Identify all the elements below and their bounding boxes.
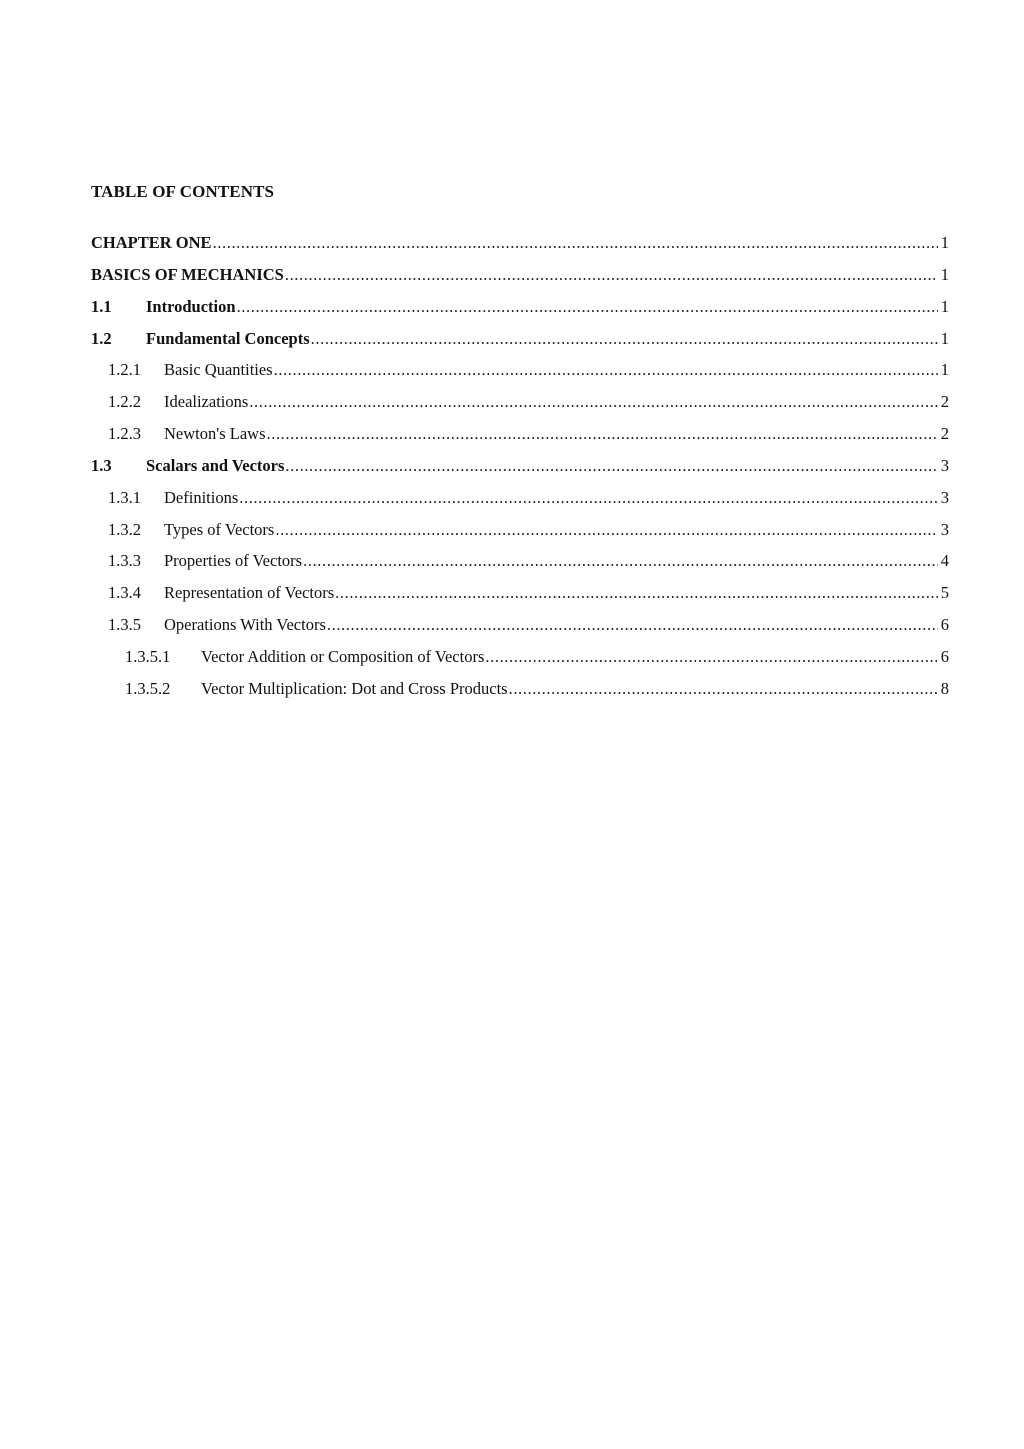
toc-dot-leader xyxy=(213,233,938,253)
toc-entry[interactable] xyxy=(91,424,949,456)
toc-entry-number: 1.2.2 xyxy=(108,392,141,412)
toc-entry-page-number: 3 xyxy=(940,519,949,539)
toc-entry-page-number: 5 xyxy=(940,583,949,603)
toc-entry-label: Basic Quantities xyxy=(164,360,273,380)
toc-entry-page-number: 1 xyxy=(940,328,949,348)
toc-entry[interactable] xyxy=(91,456,949,488)
toc-entry-label: Representation of Vectors xyxy=(164,583,335,603)
toc-dot-leader xyxy=(249,392,937,412)
toc-entry-number: 1.3.1 xyxy=(108,487,141,507)
toc-entry-number: 1.3.5.2 xyxy=(125,678,171,698)
toc-dot-leader xyxy=(267,424,938,444)
toc-title: TABLE OF CONTENTS xyxy=(91,182,275,201)
toc-dot-leader xyxy=(239,488,938,508)
toc-dot-leader xyxy=(275,520,937,540)
toc-entry-number: 1.3.2 xyxy=(108,519,141,539)
toc-entry[interactable] xyxy=(91,297,949,329)
toc-entry-number: 1.3 xyxy=(91,455,112,475)
toc-entry[interactable] xyxy=(91,647,949,679)
toc-entry-label: Operations With Vectors xyxy=(164,615,326,635)
toc-entry-number: 1.1 xyxy=(91,296,112,316)
toc-entry-page-number: 1 xyxy=(940,360,949,380)
toc-entry-label: BASICS OF MECHANICS xyxy=(91,264,284,284)
toc-entry-page-number: 3 xyxy=(940,487,949,507)
toc-dot-leader xyxy=(303,551,938,571)
toc-entry-label: CHAPTER ONE xyxy=(91,233,212,252)
toc-dot-leader xyxy=(485,647,937,667)
toc-entry-number: 1.3.4 xyxy=(108,583,141,603)
toc-entry-label: Properties of Vectors xyxy=(164,551,303,571)
toc-entry-page-number: 1 xyxy=(940,296,949,316)
toc-entry-number: 1.3.5 xyxy=(108,615,141,635)
toc-list xyxy=(91,233,949,711)
toc-entry-page-number: 3 xyxy=(940,455,949,475)
toc-entry[interactable] xyxy=(91,583,949,615)
toc-entry[interactable] xyxy=(91,265,949,297)
toc-dot-leader xyxy=(237,297,938,317)
toc-entry-page-number: 6 xyxy=(940,615,949,635)
toc-entry-label: Vector Addition or Composition of Vectors xyxy=(201,646,485,666)
toc-entry-label: Introduction xyxy=(146,296,236,316)
toc-entry[interactable] xyxy=(91,392,949,424)
toc-entry-number: 1.3.5.1 xyxy=(125,646,171,666)
toc-entry[interactable] xyxy=(91,233,949,265)
toc-entry-page-number: 1 xyxy=(940,264,949,284)
toc-dot-leader xyxy=(285,456,937,476)
toc-entry-number: 1.3.3 xyxy=(108,551,141,571)
toc-entry[interactable] xyxy=(91,615,949,647)
toc-entry-page-number: 4 xyxy=(940,551,949,571)
toc-dot-leader xyxy=(274,360,938,380)
toc-entry-number: 1.2.1 xyxy=(108,360,141,380)
toc-entry-page-number: 2 xyxy=(940,392,949,412)
toc-dot-leader xyxy=(311,329,938,349)
toc-entry-label: Definitions xyxy=(164,487,239,507)
toc-entry[interactable] xyxy=(91,488,949,520)
toc-entry-label: Scalars and Vectors xyxy=(146,455,285,475)
toc-entry[interactable] xyxy=(91,679,949,711)
toc-entry-label: Vector Multiplication: Dot and Cross Products xyxy=(201,678,508,698)
toc-entry-label: Fundamental Concepts xyxy=(146,328,310,348)
toc-entry[interactable] xyxy=(91,329,949,361)
toc-entry-page-number: 6 xyxy=(940,646,949,666)
toc-entry[interactable] xyxy=(91,520,949,552)
toc-entry-number: 1.2.3 xyxy=(108,424,141,444)
toc-dot-leader xyxy=(335,583,938,603)
toc-entry-page-number: 8 xyxy=(940,678,949,698)
toc-entry-page-number: 1 xyxy=(940,233,949,252)
toc-dot-leader xyxy=(285,265,938,285)
toc-entry-label: Newton's Laws xyxy=(164,424,266,444)
toc-entry-label: Types of Vectors xyxy=(164,519,275,539)
toc-entry-page-number: 2 xyxy=(940,424,949,444)
toc-entry[interactable] xyxy=(91,360,949,392)
toc-entry-number: 1.2 xyxy=(91,328,112,348)
toc-dot-leader xyxy=(509,679,938,699)
toc-entry-label: Idealizations xyxy=(164,392,249,412)
toc-entry[interactable] xyxy=(91,551,949,583)
toc-dot-leader xyxy=(327,615,938,635)
